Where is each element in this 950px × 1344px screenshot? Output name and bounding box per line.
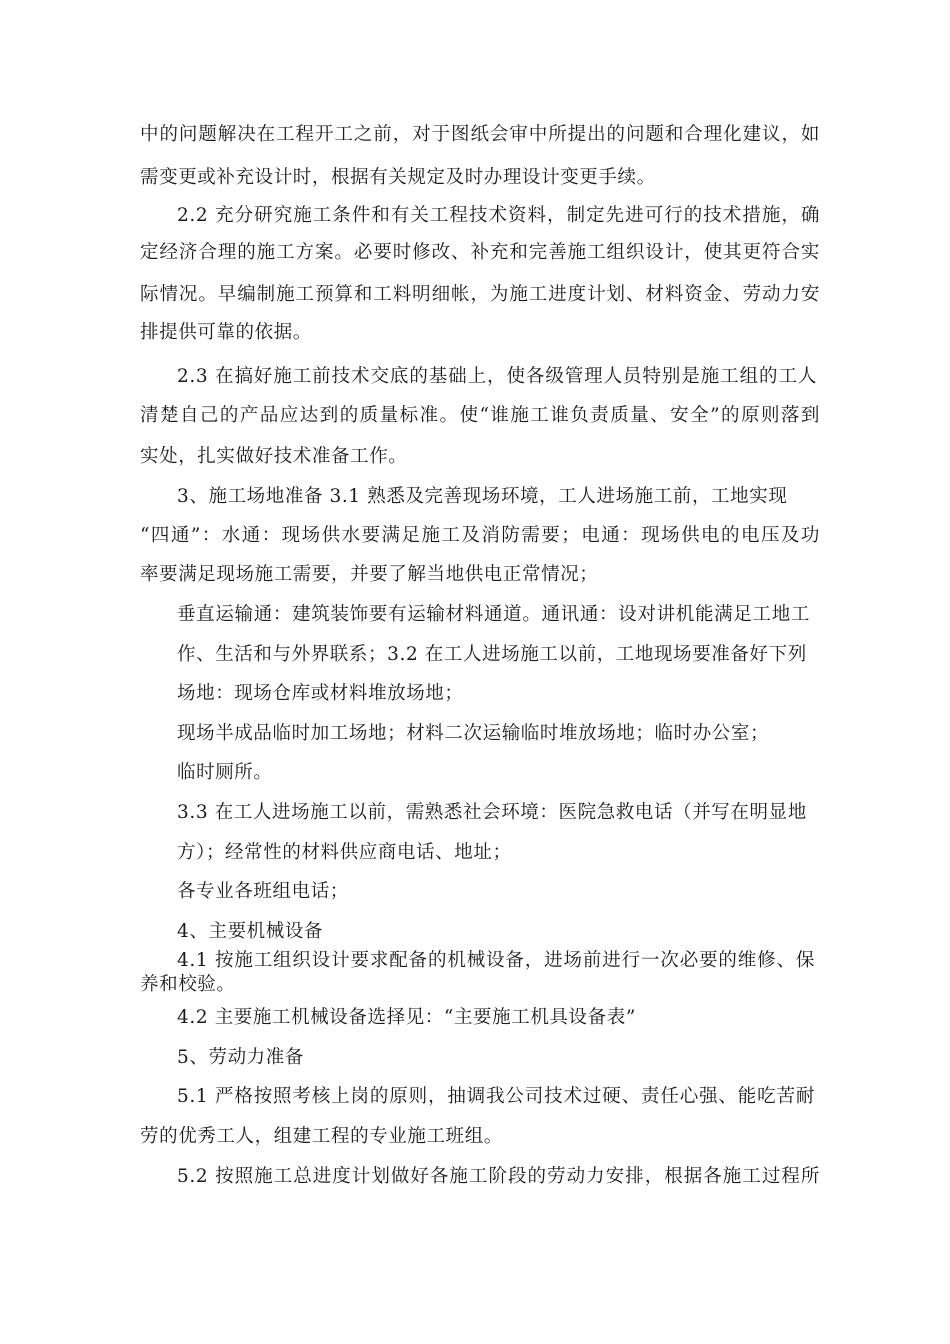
text-line: 养和校验。 [140,974,236,995]
text-line: 中的问题解决在工程开工之前，对于图纸会审中所提出的问题和合理化建议，如 [140,124,820,145]
text-line: 2.3 在搞好施工前技术交底的基础上，使各级管理人员特别是施工组的工人 [177,366,817,387]
text-line: 5、劳动力准备 [177,1047,304,1068]
text-line: 5.2 按照施工总进度计划做好各施工阶段的劳动力安排，根据各施工过程所 [177,1166,820,1187]
text-line: 3、施工场地准备 3.1 熟悉及完善现场环境，工人进场施工前，工地实现 [177,486,788,507]
text-line: 需变更或补充设计时，根据有关规定及时办理设计变更手续。 [140,167,656,188]
text-line: 现场半成品临时加工场地；材料二次运输临时堆放场地；临时办公室； [177,723,770,744]
text-line: 4.2 主要施工机械设备选择见：“主要施工机具设备表” [177,1007,636,1028]
text-line: 4.1 按施工组织设计要求配备的机械设备，进场前进行一次必要的维修、保 [177,950,815,971]
text-line: 4、主要机械设备 [177,921,324,942]
text-line: 5.1 严格按照考核上岗的原则，抽调我公司技术过硬、责任心强、能吃苦耐 [177,1086,815,1107]
text-line: “四通”：水通：现场供水要满足施工及消防需要；电通：现场供电的电压及功 [140,525,820,546]
text-line: 劳的优秀工人，组建工程的专业施工班组。 [140,1126,503,1147]
text-line: 各专业各班组电话； [177,881,349,902]
text-line: 率要满足现场施工需要，并要了解当地供电正常情况； [140,564,599,585]
text-line: 场地：现场仓库或材料堆放场地； [177,683,464,704]
text-line: 定经济合理的施工方案。必要时修改、补充和完善施工组织设计，使其更符合实 [140,242,820,263]
text-line: 实处，扎实做好技术准备工作。 [140,446,408,467]
text-line: 排提供可靠的依据。 [140,322,312,343]
text-line: 际情况。早编制施工预算和工料明细帐，为施工进度计划、材料资金、劳动力安 [140,284,820,305]
text-line: 清楚自己的产品应达到的质量标准。使“谁施工谁负责质量、安全”的原则落到 [140,405,820,426]
text-line: 作、生活和与外界联系；3.2 在工人进场施工以前，工地现场要准备好下列 [177,644,807,665]
text-line: 2.2 充分研究施工条件和有关工程技术资料，制定先进可行的技术措施，确 [177,205,820,226]
text-line: 垂直运输通：建筑装饰要有运输材料通道。通讯通：设对讲机能满足工地工 [177,604,810,625]
text-line: 3.3 在工人进场施工以前，需熟悉社会环境：医院急救电话（并写在明显地 [177,802,807,823]
text-line: 方）；经常性的材料供应商电话、地址； [177,842,512,863]
text-line: 临时厕所。 [177,762,273,783]
